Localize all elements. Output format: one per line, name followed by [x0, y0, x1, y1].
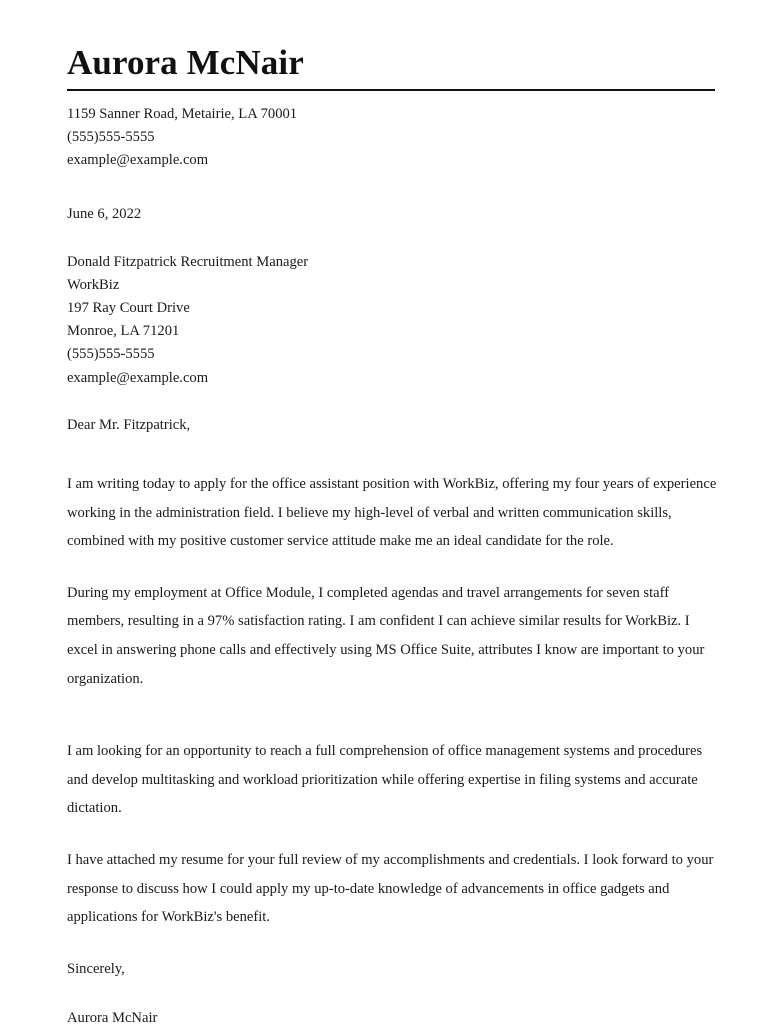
recipient-email: example@example.com	[67, 369, 209, 386]
body-paragraph-2: During my employment at Office Module, I completed agendas and travel arrangements for seven staff members, resulting in a 97% satisfaction rating. I am confident I can achieve similar results for WorkBiz. I excel in answering phone calls and effectively using MS Office Suite, attributes I know are important to your organization.	[67, 584, 705, 687]
letter-date: June 6, 2022	[67, 206, 142, 223]
body-paragraph-4: I have attached my resume for your full review of my accomplishments and credentials. I look forward to your response to discuss how I could apply my up-to-date knowledge of advancements in office gadgets and applications for WorkBiz's benefit.	[67, 851, 714, 926]
recipient-street: 197 Ray Court Drive	[67, 300, 190, 317]
letter-signature: Aurora McNair	[67, 1009, 158, 1026]
letter-closing: Sincerely,	[67, 960, 125, 977]
recipient-block	[67, 251, 718, 390]
recipient-name-title: Donald Fitzpatrick Recruitment Manager	[67, 253, 309, 270]
sender-email: example@example.com	[67, 152, 209, 169]
recipient-city-state-zip: Monroe, LA 71201	[67, 323, 180, 340]
sender-contact-block	[67, 103, 718, 173]
letter-body	[67, 447, 718, 932]
sender-phone: (555)555-5555	[67, 129, 155, 145]
letter-salutation: Dear Mr. Fitzpatrick,	[67, 416, 191, 433]
recipient-company: WorkBiz	[67, 276, 120, 293]
body-paragraph-1: I am writing today to apply for the office assistant position with WorkBiz, offering my four years of experience working in the administration field. I believe my high-level of verbal and written communication skills, combined with my positive customer service attitude make me an ideal candidate for the role.	[67, 476, 717, 550]
header-divider	[67, 89, 715, 91]
sender-address: 1159 Sanner Road, Metairie, LA 70001	[67, 105, 298, 122]
sender-name-heading: Aurora McNair	[67, 43, 304, 82]
body-paragraph-3: I am looking for an opportunity to reach a full comprehension of office management systems and procedures and develop multitasking and workload prioritization while offering expertise in filing systems and accurate dictation.	[67, 743, 703, 817]
recipient-phone: (555)555-5555	[67, 346, 155, 363]
